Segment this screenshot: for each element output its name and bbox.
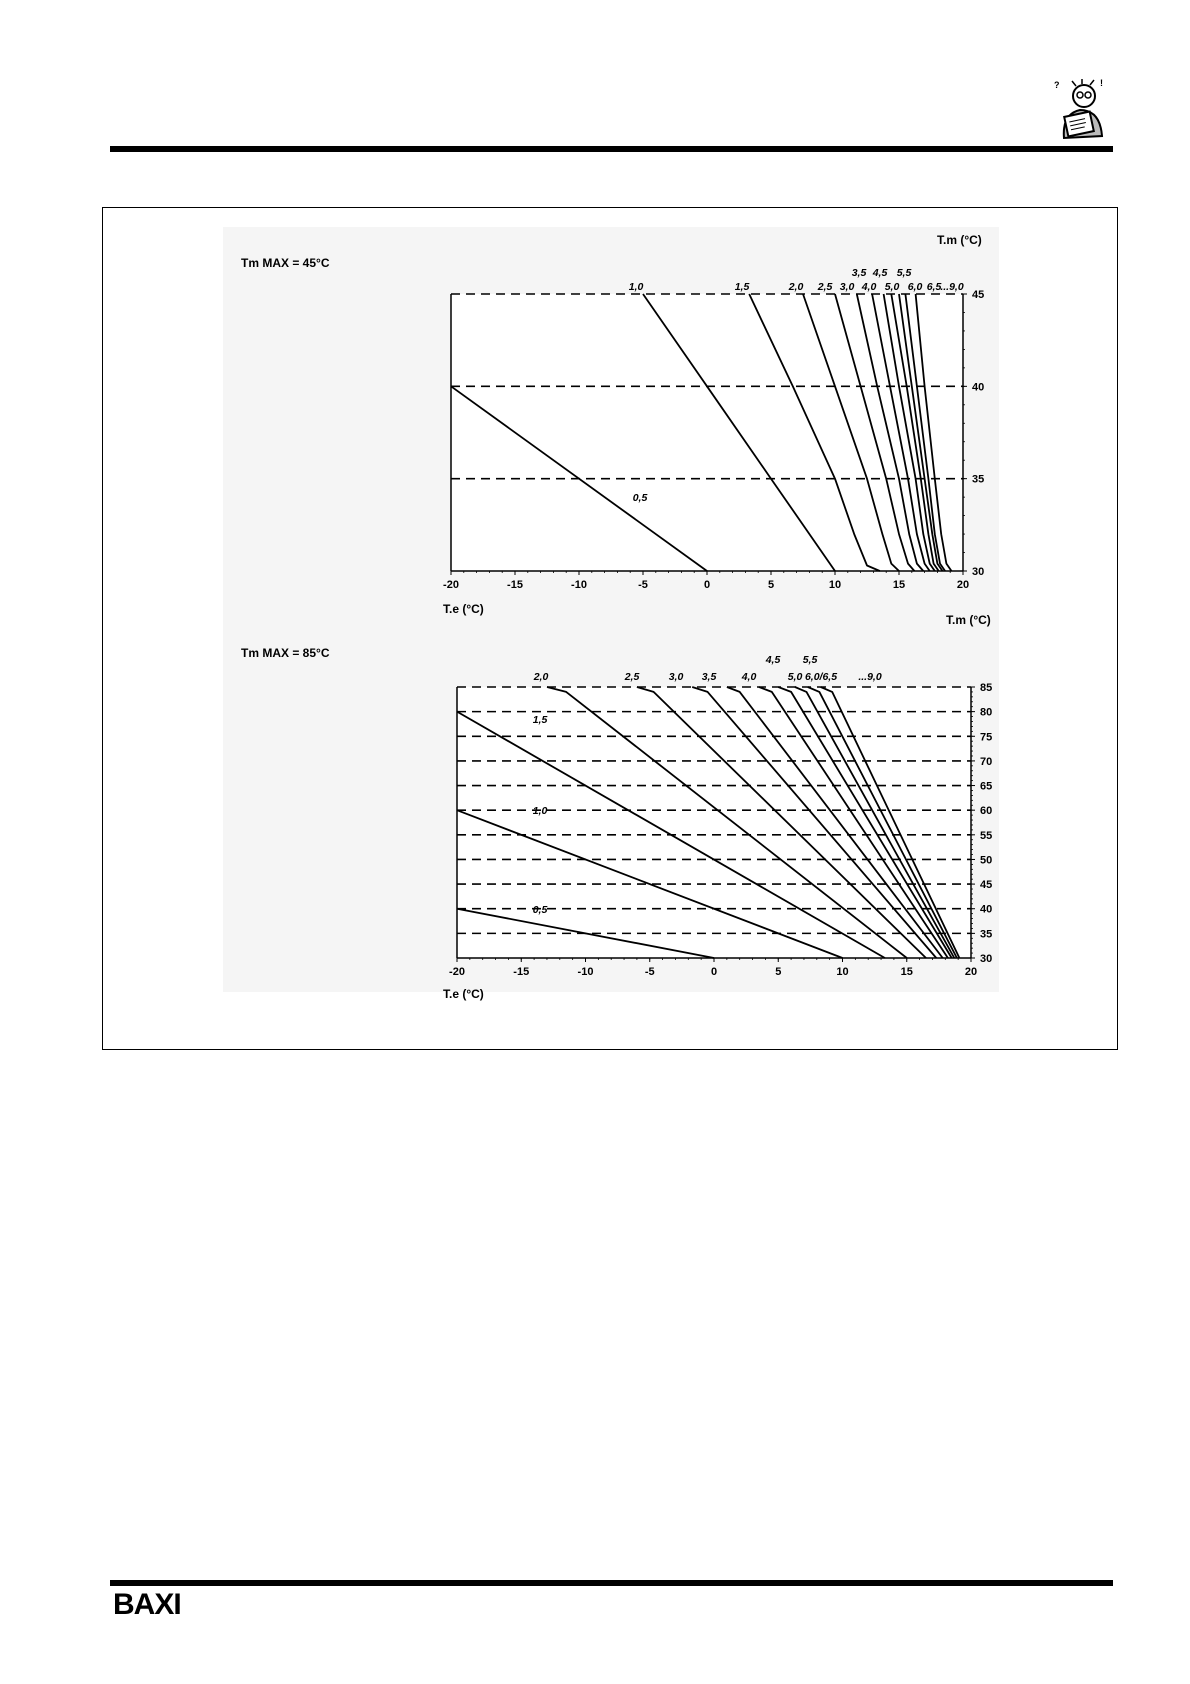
x-tick-label: 15 [900, 966, 913, 978]
y-tick-label: 45 [972, 289, 985, 301]
x-tick-label: 0 [710, 966, 718, 978]
curve-label: ...9,0 [940, 281, 964, 293]
x-axis-label: T.e (°C) [443, 602, 484, 616]
y-tick-label: 65 [980, 780, 993, 793]
curve-label: 6,5 [926, 281, 942, 293]
x-tick-label: -20 [443, 579, 459, 591]
x-tick-label: 10 [836, 966, 849, 978]
plot-area [451, 294, 963, 571]
x-tick-label: 0 [703, 579, 711, 591]
chart-tm-max-85 [241, 613, 992, 1001]
curve-label: 4,5 [765, 654, 781, 666]
y-axis-label: T.m (°C) [937, 233, 982, 247]
curve-label: 2,5 [817, 281, 833, 293]
y-tick-label: 50 [980, 854, 993, 867]
curve-label: 0,5 [532, 904, 548, 916]
curve-label: 3,5 [701, 671, 717, 683]
x-axis-label: T.e (°C) [443, 987, 484, 1001]
y-tick-label: 35 [972, 473, 985, 486]
y-tick-label: 70 [980, 755, 993, 768]
curve-label: 2,0 [533, 671, 549, 683]
y-tick-label: 35 [980, 928, 993, 941]
x-tick-label: -15 [513, 966, 530, 978]
x-tick-label: 20 [964, 966, 978, 978]
curve-label: 1,0 [532, 805, 548, 817]
curve-label: 1,5 [734, 281, 750, 293]
curve-label: 4,0 [741, 671, 757, 683]
x-tick-label: 20 [956, 579, 970, 591]
y-tick-label: 40 [980, 903, 993, 916]
y-tick-label: 85 [980, 682, 993, 694]
y-tick-label: 30 [972, 566, 985, 578]
x-tick-label: -10 [577, 966, 594, 978]
y-tick-label: 45 [980, 879, 993, 892]
curve-label: 5,5 [802, 654, 818, 666]
x-tick-label: -5 [644, 966, 655, 978]
y-tick-label: 60 [980, 805, 993, 818]
curve-label: 3,0 [668, 671, 684, 683]
curve-label: 1,5 [532, 714, 548, 726]
curve-label: 0,5 [632, 492, 648, 504]
x-tick-label: -15 [507, 579, 523, 591]
curve-label: 3,5 [851, 267, 867, 279]
y-tick-label: 55 [980, 829, 993, 842]
y-tick-label: 75 [980, 731, 993, 744]
chart-tm-max-45 [241, 233, 984, 616]
chart-title: Tm MAX = 45°C [241, 256, 330, 270]
baxi-logo: BAXI [113, 1588, 181, 1621]
footer-rule [110, 1580, 1113, 1586]
x-tick-label: -10 [571, 579, 587, 591]
curve-label: 1,0 [628, 281, 644, 293]
curve-label: 6,0 [907, 281, 923, 293]
curve-label: 6,0/6,5 [804, 671, 838, 683]
curve-label: 2,0 [788, 281, 804, 293]
curve-label: 5,5 [896, 267, 912, 279]
curve-label: ...9,0 [858, 671, 882, 683]
chart-title: Tm MAX = 85°C [241, 646, 330, 660]
svg-text:?: ? [1054, 80, 1060, 90]
x-tick-label: 10 [828, 579, 842, 591]
y-axis-label: T.m (°C) [946, 613, 991, 627]
curve-label: 5,0 [884, 281, 900, 293]
x-tick-label: 5 [775, 966, 782, 978]
x-tick-label: -5 [638, 579, 648, 591]
curve-label: 4,5 [872, 267, 888, 279]
curve-label: 5,0 [787, 671, 803, 683]
x-tick-label: 5 [767, 579, 775, 591]
x-tick-label: 15 [892, 579, 906, 591]
y-tick-label: 80 [980, 706, 993, 719]
y-tick-label: 30 [980, 953, 993, 965]
svg-text:!: ! [1100, 78, 1103, 88]
x-tick-label: -20 [449, 966, 465, 978]
y-tick-label: 40 [972, 381, 985, 394]
curve-label: 4,0 [861, 281, 877, 293]
curve-label: 3,0 [839, 281, 855, 293]
curve-label: 2,5 [624, 671, 640, 683]
